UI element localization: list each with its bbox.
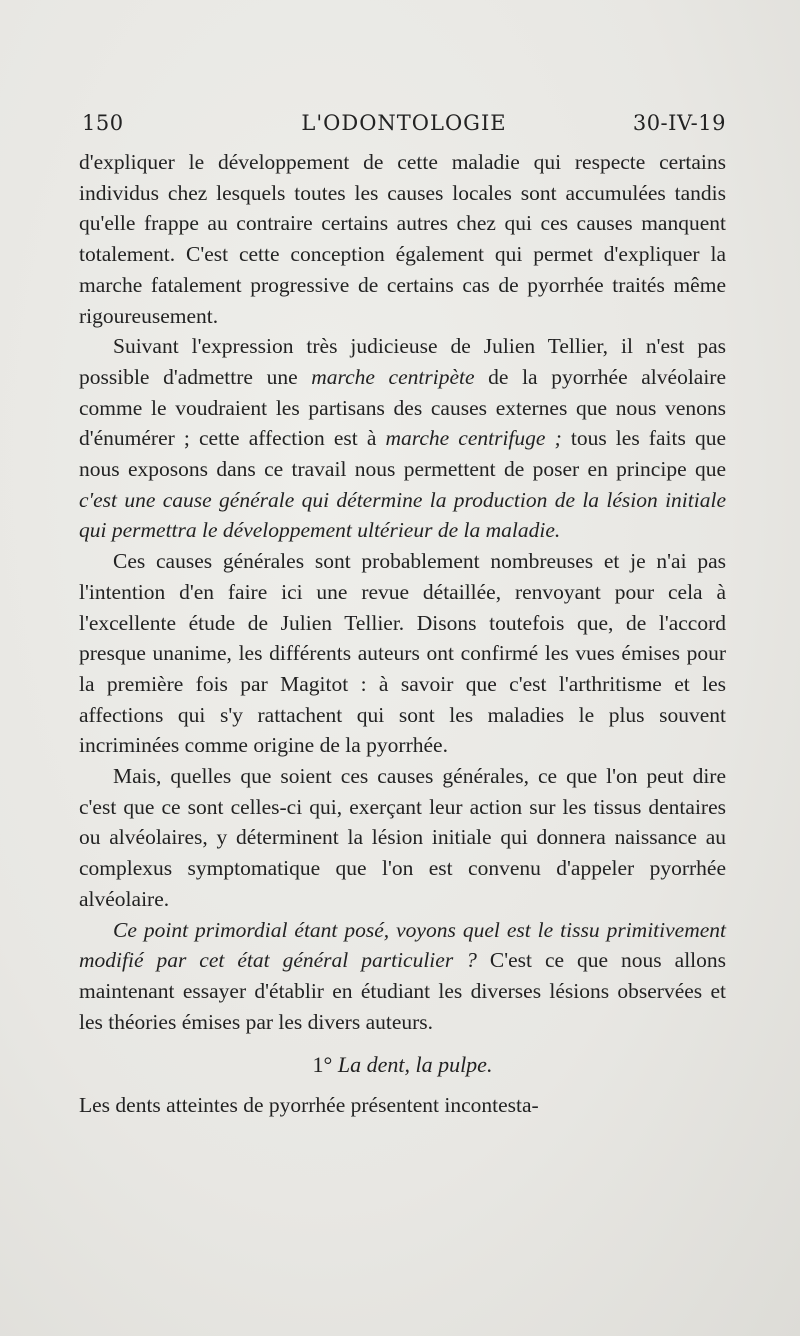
paragraph-2-part-a: Suivant l'expression très judicieuse de Julien Tellier, il n'est pas possible d'admettre une [79, 334, 726, 389]
paragraph-5-part-b: C'est ce que nous allons maintenant essayer d'établir en étudiant les diverses lésions observées et les théories émises par les divers auteurs. [79, 948, 727, 1034]
italic-marche-centripete: marche centripète [311, 364, 475, 389]
paragraph-5 [79, 915, 726, 1038]
italic-marche-centrifuge: marche centrifuge ; [385, 426, 562, 451]
running-header [82, 111, 726, 145]
italic-question: Ce point primordial étant posé, voyons quel est le tissu primitivement modifié par cet état général particulier ? [79, 917, 726, 973]
paragraph-6: Les dents atteintes de pyorrhée présentent incontesta- [79, 1093, 539, 1118]
journal-title: L'ODONTOLOGIE [301, 111, 507, 135]
paragraph-1: d'expliquer le développement de cette maladie qui respecte certains individus chez lesquels toutes les causes locales sont accumulées tandis qu'elle frappe au contraire certains autres chez qui ces causes manquent totalement. C'est cette conception également qui permet d'expliquer la marche fatalement progressive de certains cas de pyorrhée traités même rigoureusement. [79, 150, 726, 328]
paragraph-2-part-e: tous les faits que nous exposons dans ce travail nous permettent de poser en principe que [79, 426, 726, 482]
issue-date: 30-IV-19 [632, 111, 726, 135]
section-title: La dent, la pulpe. [337, 1052, 493, 1078]
section-heading [79, 1050, 726, 1081]
paragraph-2-part-c: de la pyorrhée alvéolaire comme le voudraient les partisans des causes externes que nous venons d'énumérer ; cette affection est à [79, 364, 727, 451]
body-text [79, 147, 726, 1121]
paragraph-3: Ces causes générales sont probablement nombreuses et je n'ai pas l'intention d'en faire ici une revue détaillée, renvoyant pour cela à l'excellente étude de Julien Tellier. Disons toutefois que, de l'accord presque unanime, les différents auteurs ont confirmé les vues émises pour la première fois par Magitot : à savoir que c'est l'arthritisme et les affections qui s'y rattachent qui sont les maladies le plus souvent incriminées comme origine de la pyorrhée. [79, 549, 726, 758]
page-number: 150 [82, 111, 124, 135]
paragraph-2 [79, 331, 726, 546]
section-number: 1° [312, 1052, 333, 1078]
paragraph-4: Mais, quelles que soient ces causes générales, ce que l'on peut dire c'est que ce sont celles-ci qui, exerçant leur action sur les tissus dentaires ou alvéolaires, y déterminent la lésion initiale qui donnera naissance au complexus symptomatique que l'on est convenu d'appeler pyorrhée alvéolaire. [79, 764, 726, 911]
italic-principle-statement: c'est une cause générale qui détermine la production de la lésion initiale qui permettra le développement ultérieur de la maladie. [79, 487, 726, 543]
